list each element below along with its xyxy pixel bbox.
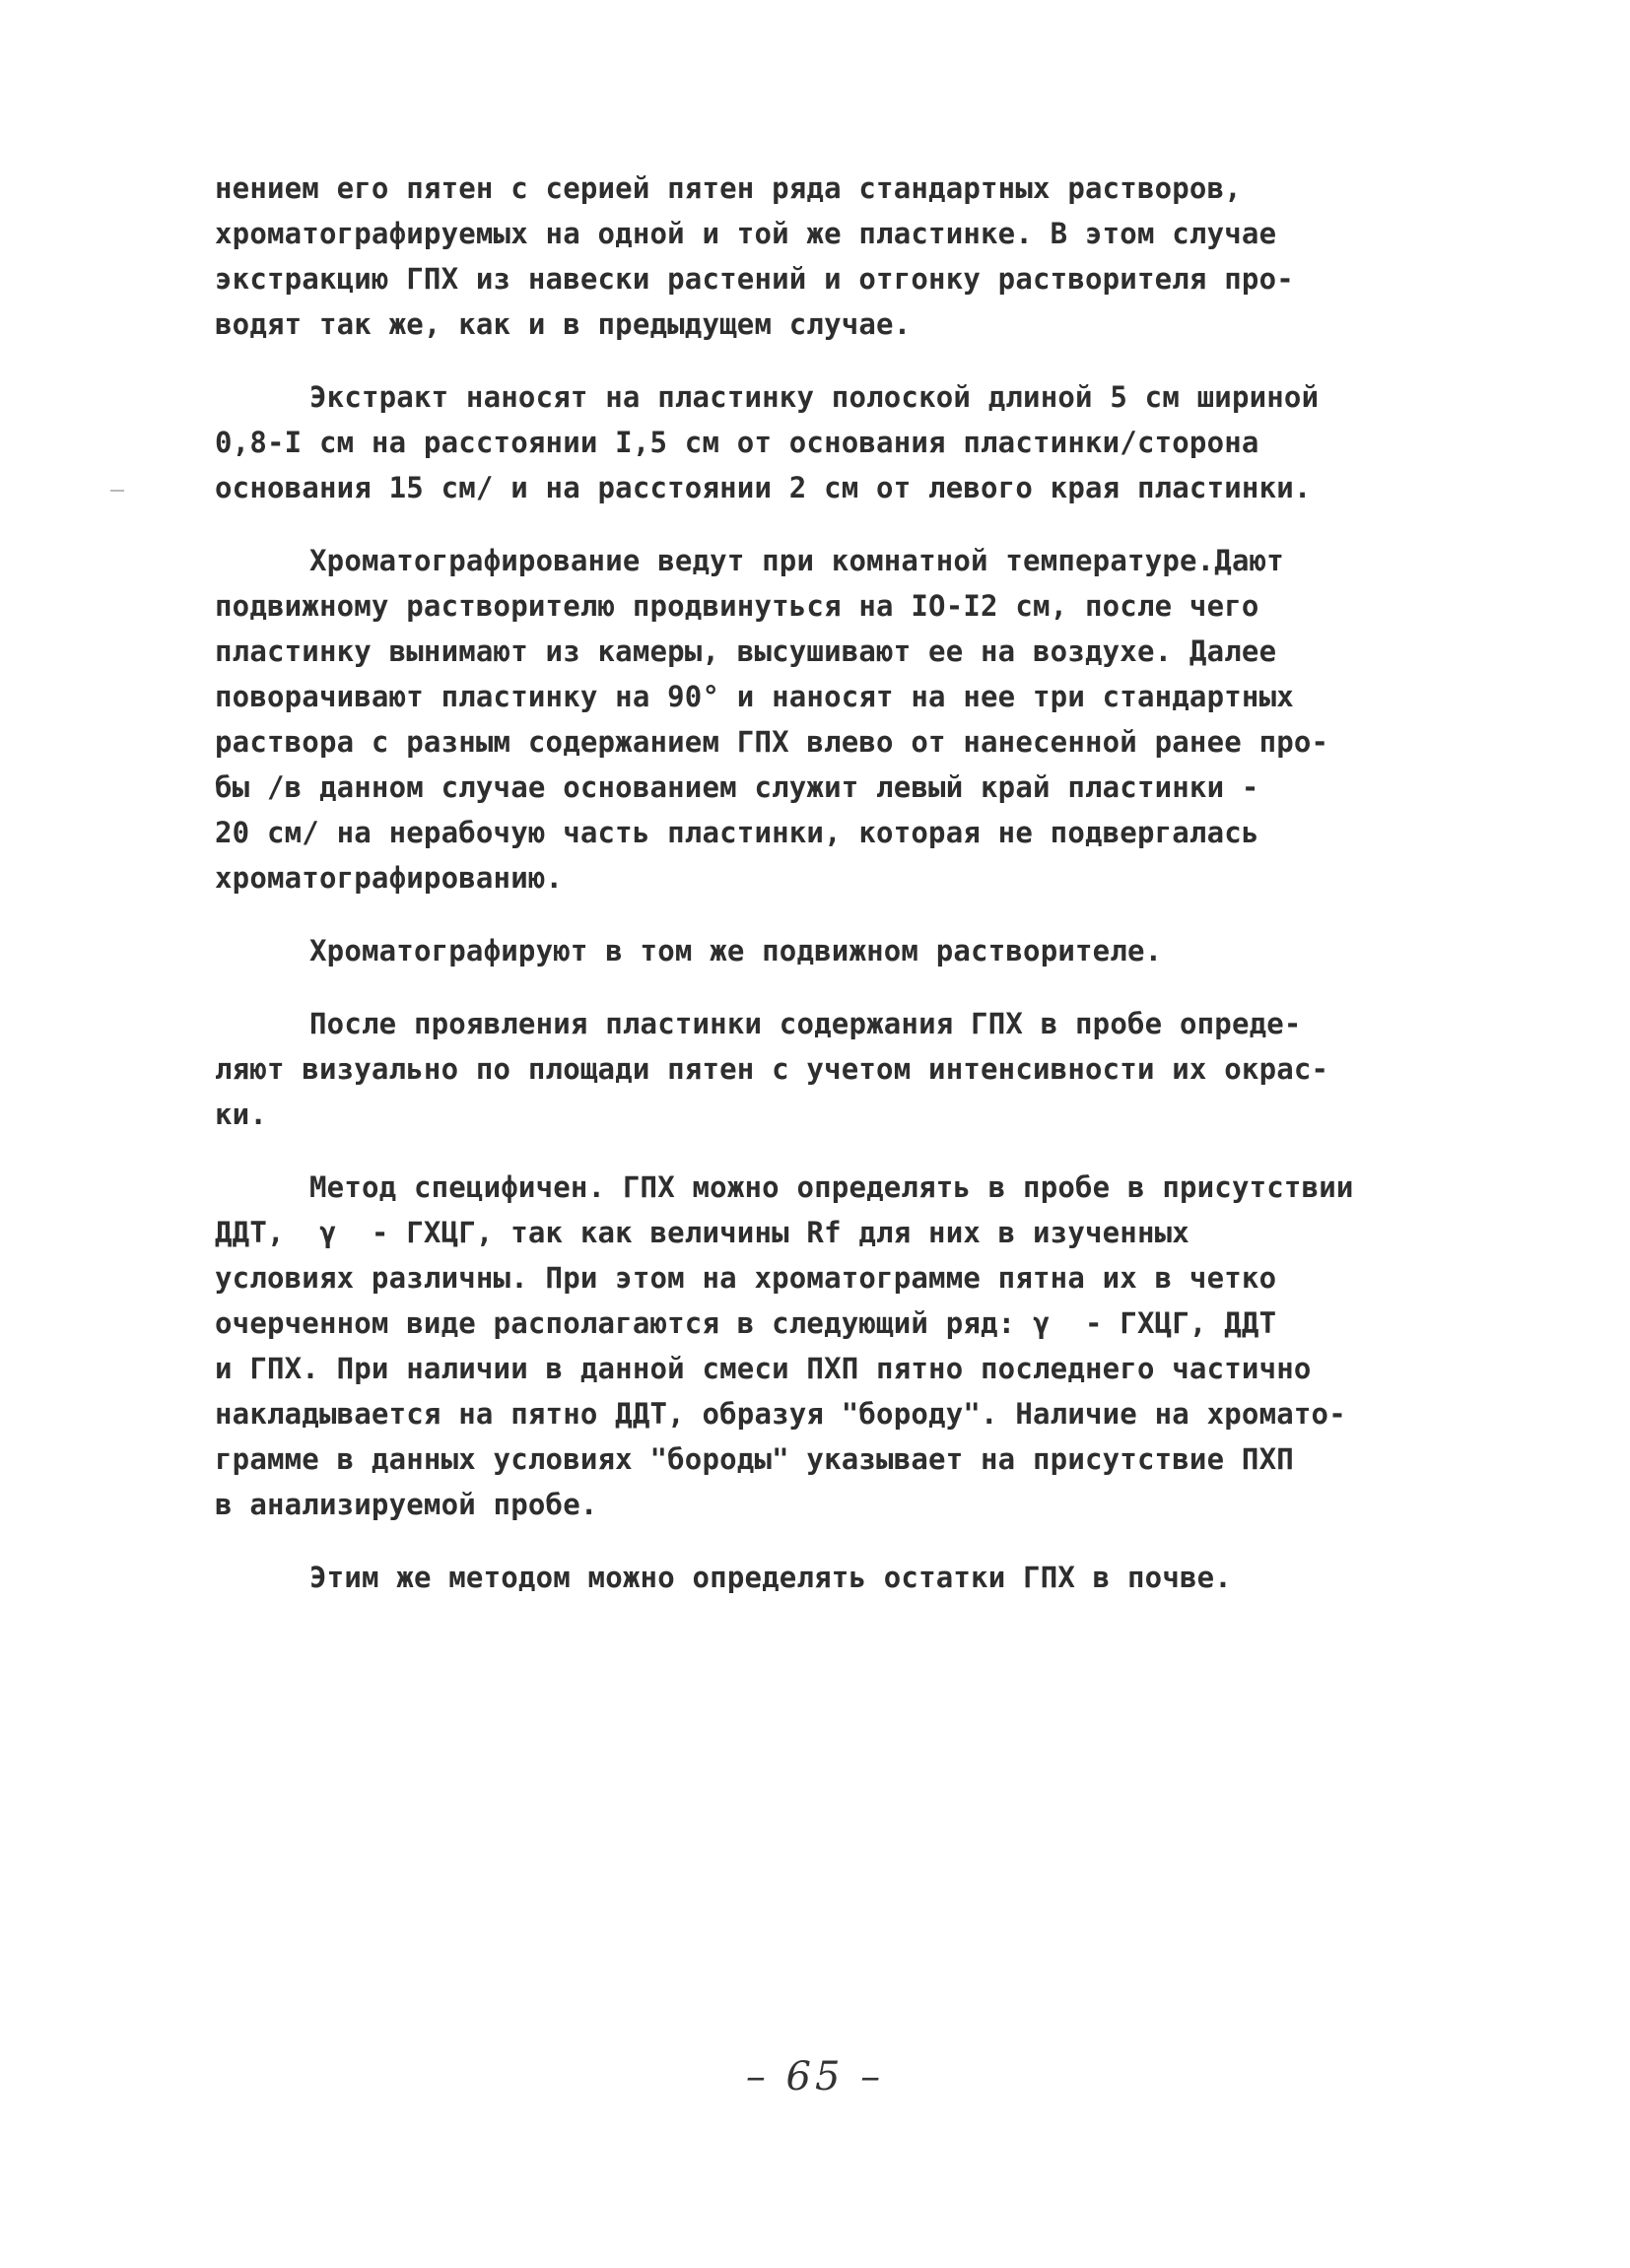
text-line: Экстракт наносят на пластинку полоской длиной 5 см шириной xyxy=(309,380,1320,414)
text-line: После проявления пластинки содержания ГПХ в пробе опреде- xyxy=(309,1007,1302,1040)
text-line: хроматографированию. xyxy=(215,861,564,895)
text-line: водят так же, как и в предыдущем случае. xyxy=(215,307,912,341)
page-number: – 65 – xyxy=(745,2054,885,2100)
text-line: раствора с разным содержанием ГПХ влево от нанесенной ранее про- xyxy=(215,725,1329,759)
text-line: экстракцию ГПХ из навески растений и отгонку растворителя про- xyxy=(215,262,1294,296)
text-line: ляют визуально по площади пятен с учетом интенсивности их окрас- xyxy=(215,1052,1329,1086)
margin-mark xyxy=(110,490,124,492)
document-body xyxy=(215,166,1496,1628)
text-line: 0,8-I см на расстоянии I,5 см от основания пластинки/сторона xyxy=(215,426,1259,459)
text-line: Этим же методом можно определять остатки ГПХ в почве. xyxy=(309,1561,1232,1594)
text-line: грамме в данных условиях "бороды" указывает на присутствие ПХП xyxy=(215,1442,1294,1476)
text-line: пластинку вынимают из камеры, высушивают ее на воздухе. Далее xyxy=(215,634,1277,668)
text-line: нением его пятен с серией пятен ряда стандартных растворов, xyxy=(215,171,1242,205)
paragraph-7 xyxy=(215,1555,1496,1600)
text-line: ки. xyxy=(215,1098,267,1131)
text-line: условиях различны. При этом на хроматограмме пятна их в четко xyxy=(215,1261,1277,1295)
text-line: ДДТ, γ - ГХЦГ, так как величины Rf для них в изученных xyxy=(215,1216,1189,1249)
paragraph-4 xyxy=(215,928,1496,973)
text-line: Хроматографирование ведут при комнатной температуре.Дают xyxy=(309,544,1284,577)
paragraph-6 xyxy=(215,1165,1496,1527)
text-line: бы /в данном случае основанием служит левый край пластинки - xyxy=(215,770,1259,804)
paragraph-3 xyxy=(215,538,1496,901)
text-line: Метод специфичен. ГПХ можно определять в пробе в присутствии xyxy=(309,1170,1354,1204)
text-line: и ГПХ. При наличии в данной смеси ПХП пятно последнего частично xyxy=(215,1352,1312,1385)
text-line: Хроматографируют в том же подвижном растворителе. xyxy=(309,934,1163,967)
paragraph-5 xyxy=(215,1001,1496,1137)
text-line: 20 см/ на нерабочую часть пластинки, которая не подвергалась xyxy=(215,816,1259,849)
text-line: в анализируемой пробе. xyxy=(215,1488,598,1521)
text-line: подвижному растворителю продвинуться на IO-I2 см, после чего xyxy=(215,589,1259,623)
text-line: хроматографируемых на одной и той же пластинке. В этом случае xyxy=(215,217,1277,250)
paragraph-1 xyxy=(215,166,1496,347)
text-line: очерченном виде располагаются в следующий ряд: γ - ГХЦГ, ДДТ xyxy=(215,1306,1277,1340)
text-line: накладывается на пятно ДДТ, образуя "бороду". Наличие на хромато- xyxy=(215,1397,1346,1431)
text-line: поворачивают пластинку на 90° и наносят на нее три стандартных xyxy=(215,680,1294,713)
text-line: основания 15 см/ и на расстоянии 2 см от левого края пластинки. xyxy=(215,471,1312,504)
paragraph-2 xyxy=(215,374,1496,510)
